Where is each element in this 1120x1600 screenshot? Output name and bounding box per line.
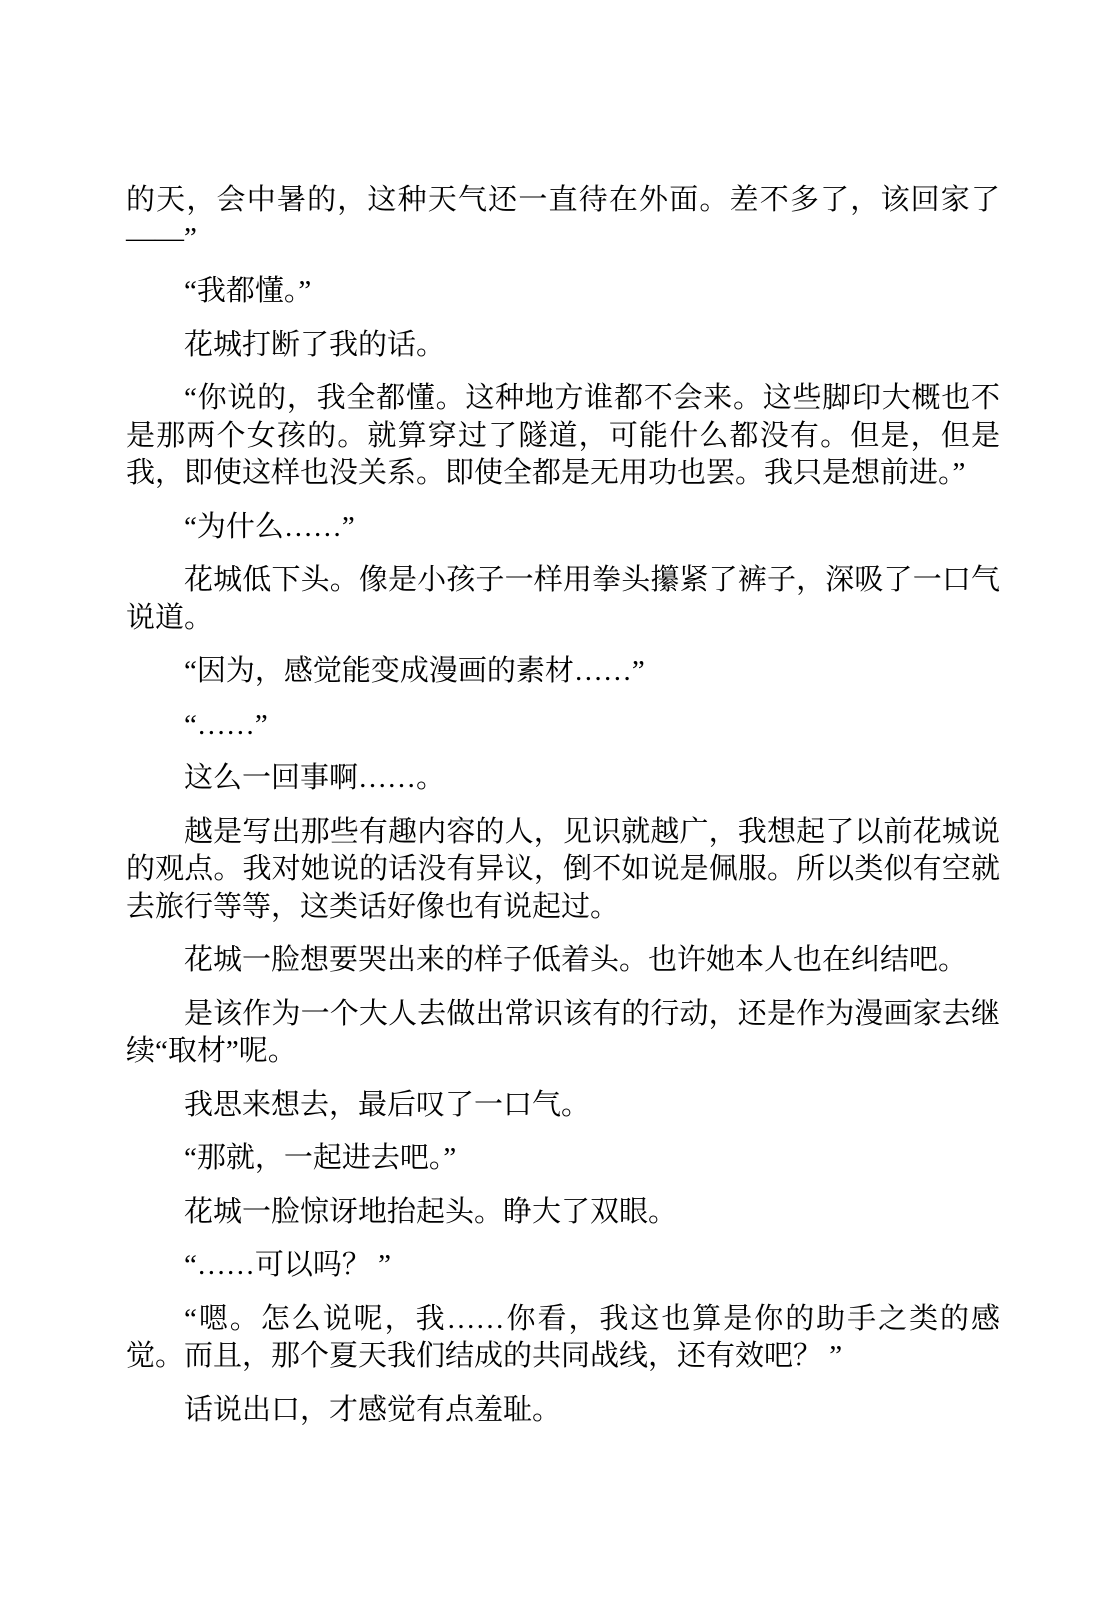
paragraph: 这么一回事啊……。 — [184, 762, 446, 794]
paragraph: 话说出口，才感觉有点羞耻。 — [184, 1393, 562, 1426]
paragraph: “为什么……” — [184, 510, 355, 543]
paragraph: “你说的，我全都懂。这种地方谁都不会来。这些脚印大概也不是那两个女孩的。就算穿过了隧道，可能什么都没有。但是，但是我，即使这样也没关系。即使全都是无用功也罢。我只是想前进。” — [126, 382, 1000, 489]
paragraph: “那就，一起进去吧。” — [184, 1142, 457, 1174]
paragraph: 越是写出那些有趣内容的人，见识就越广，我想起了以前花城说的观点。我对她说的话没有异议，倒不如说是佩服。所以类似有空就去旅行等等，这类话好像也有说起过。 — [126, 815, 1000, 923]
paragraph: 的天，会中暑的，这种天气还一直待在外面。差不多了，该回家了——” — [126, 184, 1000, 254]
paragraph: “因为，感觉能变成漫画的素材……” — [184, 655, 645, 687]
paragraph: “我都懂。” — [184, 275, 312, 307]
paragraph: 花城一脸惊讶地抬起头。睁大了双眼。 — [184, 1195, 678, 1228]
paragraph: “……可以吗？ ” — [184, 1249, 391, 1281]
paragraph: 是该作为一个大人去做出常识该有的行动，还是作为漫画家去继续“取材”呢。 — [126, 997, 1000, 1067]
paragraph: 我思来想去，最后叹了一口气。 — [184, 1088, 591, 1121]
paragraph: “……” — [184, 708, 268, 741]
paragraph: 花城低下头。像是小孩子一样用拳头攥紧了裤子，深吸了一口气说道。 — [126, 564, 1000, 634]
page-text — [126, 182, 1000, 1429]
paragraph: “嗯。怎么说呢，我……你看，我这也算是你的助手之类的感觉。而且，那个夏天我们结成的共同战线，还有效吧？ ” — [126, 1302, 1000, 1372]
paragraph: 花城打断了我的话。 — [184, 328, 446, 361]
paragraph: 花城一脸想要哭出来的样子低着头。也许她本人也在纠结吧。 — [184, 944, 968, 976]
